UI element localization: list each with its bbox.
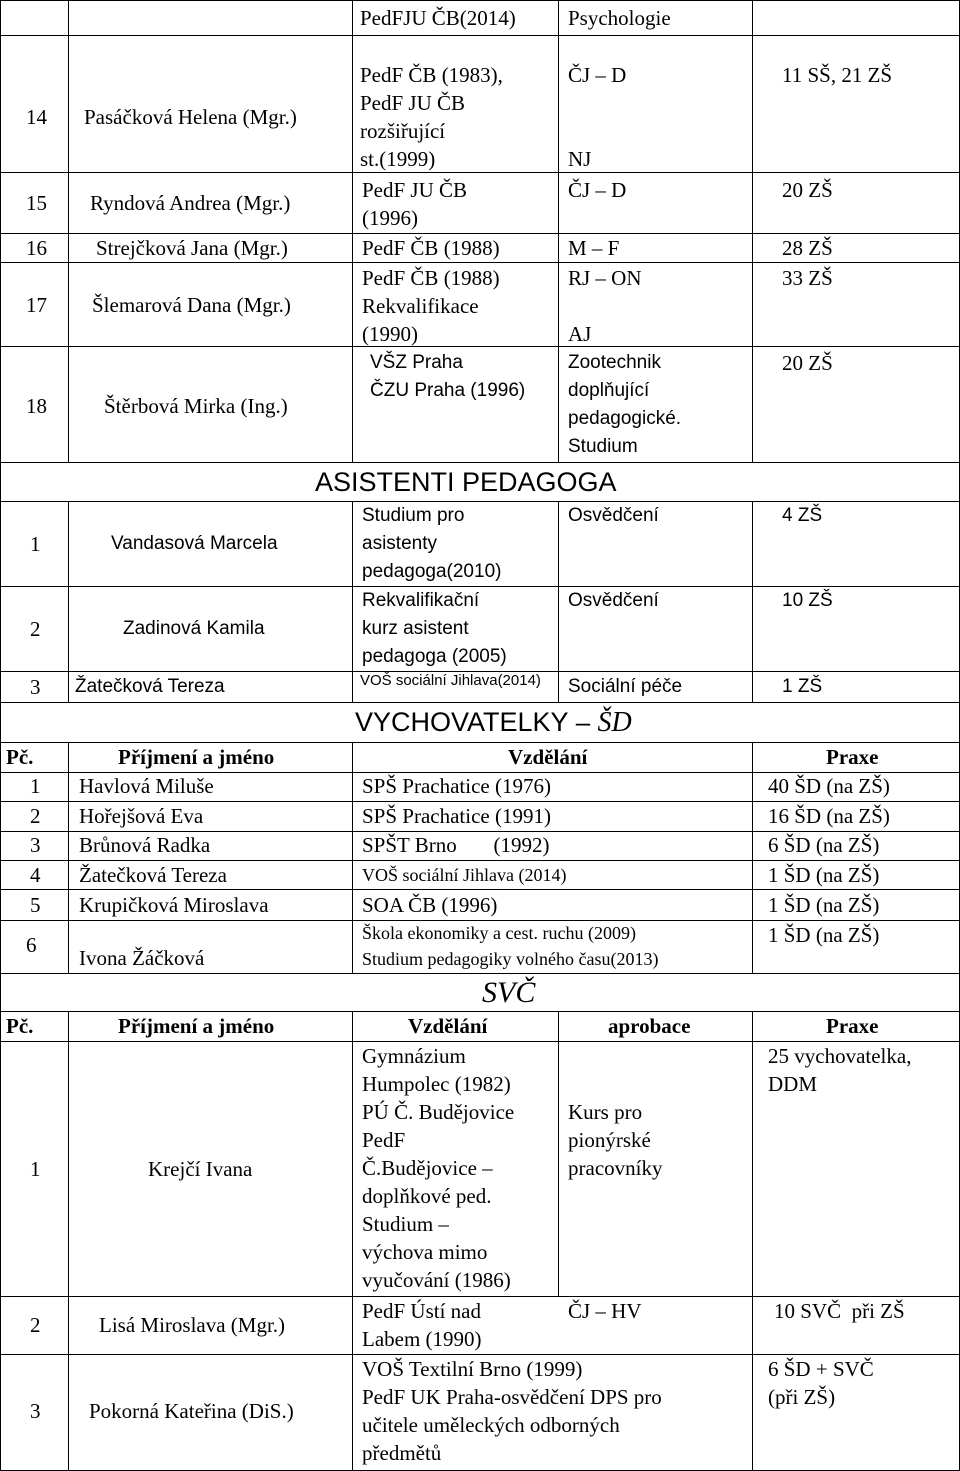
name-cell: Strejčková Jana (Mgr.) [96, 236, 288, 260]
aprobace-cell: Kurs pro pionýrské pracovníky [568, 1100, 663, 1180]
edu-cell: PedFJU ČB(2014) [360, 6, 516, 30]
edu-cell: VŠZ Praha ČZU Praha (1996) [370, 352, 526, 401]
section-title-vychovatelky [355, 705, 632, 741]
name-cell: Hořejšová Eva [79, 804, 204, 828]
edu-cell: PedF JU ČB (1996) [362, 178, 468, 230]
aprobace-cell: ČJ – HV [568, 1299, 642, 1323]
edu-cell: VOŠ sociální Jihlava(2014) [360, 672, 541, 689]
praxe-cell: 28 ZŠ [782, 236, 833, 260]
praxe-cell: 1 ŠD (na ZŠ) [768, 923, 880, 947]
header-edu: Vzdělání [408, 1014, 488, 1038]
praxe-cell: 10 SVČ při ZŠ [774, 1299, 905, 1323]
header-praxe: Praxe [826, 1014, 879, 1038]
praxe-cell: 16 ŠD (na ZŠ) [768, 804, 890, 828]
row-number: 15 [26, 191, 47, 215]
aprobace-cell: RJ – ON AJ [568, 266, 642, 346]
row-number: 6 [26, 933, 37, 957]
header-name: Příjmení a jméno [118, 745, 275, 769]
row-number: 14 [26, 105, 47, 129]
name-cell: Štěrbová Mirka (Ing.) [104, 394, 288, 418]
title-sd: ŠD [597, 707, 632, 738]
praxe-cell: 20 ZŠ [782, 351, 833, 375]
name-cell: Žatečková Tereza [79, 863, 227, 887]
aprobace-cell: Psychologie [568, 6, 671, 30]
row-number: 16 [26, 236, 47, 260]
aprobace-cell: Sociální péče [568, 676, 683, 697]
praxe-cell: 25 vychovatelka, DDM [768, 1044, 912, 1096]
row-number: 17 [26, 293, 47, 317]
praxe-cell: 10 ZŠ [782, 590, 833, 611]
name-cell: Žatečková Tereza [75, 676, 225, 697]
name-cell: Šlemarová Dana (Mgr.) [92, 293, 291, 317]
name-cell: Krupičková Miroslava [79, 893, 269, 917]
row-number: 2 [30, 804, 41, 828]
header-name: Příjmení a jméno [118, 1014, 275, 1038]
row-number: 2 [30, 617, 41, 641]
name-cell: Havlová Miluše [79, 774, 214, 798]
section-title-svc: SVČ [482, 976, 536, 1009]
name-cell: Ryndová Andrea (Mgr.) [90, 191, 291, 215]
row-number: 3 [30, 833, 41, 857]
edu-cell: VOŠ sociální Jihlava (2014) [362, 865, 567, 885]
name-cell: Pokorná Kateřina (DiS.) [89, 1399, 294, 1423]
header-praxe: Praxe [826, 745, 879, 769]
edu-cell: SPŠT Brno (1992) [362, 833, 550, 857]
edu-cell: VOŠ Textilní Brno (1999) PedF UK Praha-osvědčení DPS pro učitele uměleckých odborných předmětů [362, 1357, 662, 1465]
aprobace-cell: ČJ – D NJ [568, 63, 627, 171]
praxe-cell: 4 ZŠ [782, 505, 823, 526]
title-main: VYCHOVATELKY [355, 707, 569, 737]
name-cell: Ivona Žáčková [79, 946, 205, 970]
title-dash: – [568, 707, 598, 737]
row-number: 4 [30, 863, 41, 887]
edu-cell: Studium pro asistenty pedagoga(2010) [362, 505, 502, 582]
name-cell: Krejčí Ivana [148, 1157, 253, 1181]
edu-cell: Škola ekonomiky a cest. ruchu (2009) Studium pedagogiky volného času(2013) [362, 923, 659, 969]
edu-cell: PedF ČB (1983), PedF JU ČB rozšiřující st.(1999) [360, 63, 503, 171]
row-number: 3 [30, 1399, 41, 1423]
praxe-cell: 1 ŠD (na ZŠ) [768, 893, 880, 917]
edu-cell: SPŠ Prachatice (1991) [362, 804, 551, 828]
name-cell: Zadinová Kamila [123, 618, 265, 639]
name-cell: Brůnová Radka [79, 833, 211, 857]
edu-cell: PedF ČB (1988) [362, 236, 500, 260]
praxe-cell: 1 ZŠ [782, 676, 823, 697]
edu-cell: SPŠ Prachatice (1976) [362, 774, 551, 798]
edu-cell: Gymnázium Humpolec (1982) PÚ Č. Budějovice PedF Č.Budějovice – doplňkové ped. Studium – výchova mimo vyučování (1986) [362, 1044, 515, 1292]
row-number: 5 [30, 893, 41, 917]
edu-cell: PedF Ústí nad Labem (1990) [362, 1299, 482, 1351]
name-cell: Pasáčková Helena (Mgr.) [84, 105, 297, 129]
praxe-cell: 6 ŠD (na ZŠ) [768, 833, 880, 857]
praxe-cell: 11 SŠ, 21 ZŠ [782, 63, 893, 87]
header-no: Pč. [6, 1014, 34, 1038]
section-title-asistenti: ASISTENTI PEDAGOGA [315, 467, 617, 497]
praxe-cell: 33 ZŠ [782, 266, 833, 290]
header-no: Pč. [6, 745, 34, 769]
row-number: 1 [30, 532, 41, 556]
praxe-cell: 20 ZŠ [782, 178, 833, 202]
header-aprobace: aprobace [608, 1014, 691, 1038]
row-number: 1 [30, 774, 41, 798]
aprobace-cell: ČJ – D [568, 178, 627, 202]
aprobace-cell: Zootechnik doplňující pedagogické. Studium [568, 352, 682, 457]
praxe-cell: 1 ŠD (na ZŠ) [768, 863, 880, 887]
praxe-cell: 40 ŠD (na ZŠ) [768, 774, 890, 798]
header-edu: Vzdělání [508, 745, 588, 769]
row-number: 3 [30, 675, 41, 699]
aprobace-cell: Osvědčení [568, 590, 659, 611]
aprobace-cell: Osvědčení [568, 505, 659, 526]
edu-cell: SOA ČB (1996) [362, 893, 498, 917]
row-number: 18 [26, 394, 47, 418]
edu-cell: PedF ČB (1988) Rekvalifikace (1990) [362, 266, 500, 346]
praxe-cell: 6 ŠD + SVČ (při ZŠ) [768, 1357, 874, 1409]
name-cell: Lisá Miroslava (Mgr.) [99, 1313, 286, 1337]
name-cell: Vandasová Marcela [111, 533, 278, 554]
aprobace-cell: M – F [568, 236, 620, 260]
row-number: 2 [30, 1313, 41, 1337]
edu-cell: Rekvalifikační kurz asistent pedagoga (2005) [362, 590, 507, 667]
row-number: 1 [30, 1157, 41, 1181]
